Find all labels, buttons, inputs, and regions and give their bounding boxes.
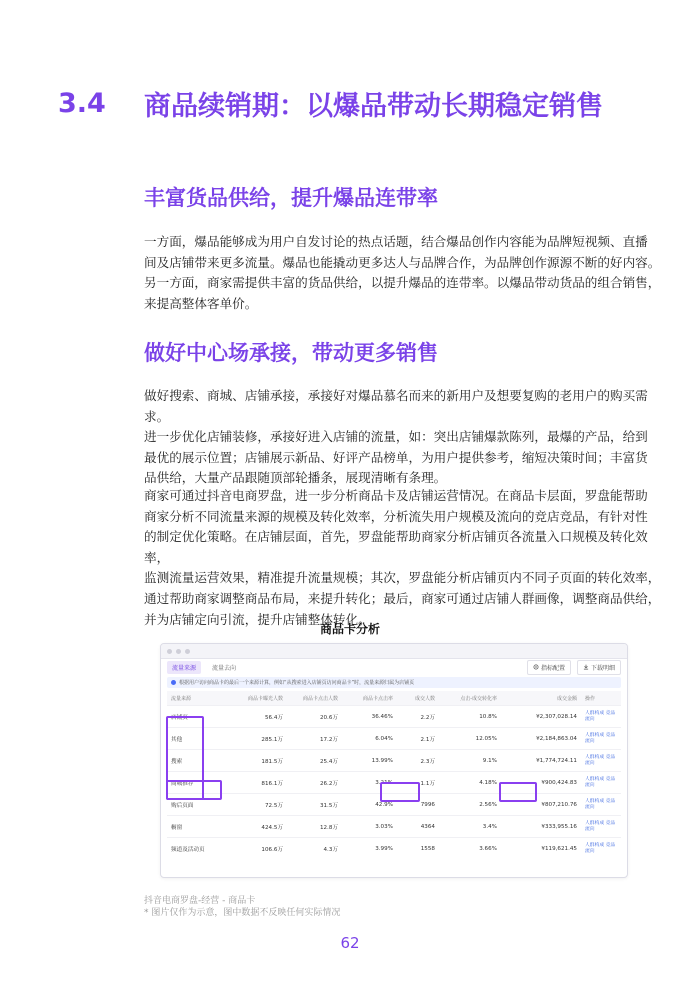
row-action-link[interactable]: 人群构成 竞品流向 [581, 772, 621, 794]
text-line: 间及店铺带来更多流量。爆品也能撬动更多达人与品牌合作，为品牌创作源源不断的好内容。 [144, 254, 661, 270]
cell-gmv: ¥119,621.45 [501, 838, 581, 860]
cell-gmv: ¥2,184,863.04 [501, 728, 581, 750]
highlight-ctr [380, 782, 420, 802]
tab-traffic-destination[interactable]: 流量去向 [212, 664, 237, 672]
row-action-link[interactable]: 人群构成 竞品流向 [581, 706, 621, 728]
cell-cvr: 9.1% [439, 750, 501, 772]
cell-cvr: 12.05% [439, 728, 501, 750]
cell-exposure: 285.1万 [229, 728, 287, 750]
table-row [167, 706, 621, 728]
cell-buyers: 1558 [397, 838, 439, 860]
text-line: 并为店铺定向引流，提升店铺整体转化。 [144, 611, 371, 627]
cell-cvr: 2.56% [439, 794, 501, 816]
table-row [167, 816, 621, 838]
column-header: 操作 [581, 691, 621, 706]
text-line: 另一方面，商家需提供丰富的货品供给，以提升爆品的连带率。以爆品带动货品的组合销售， [144, 275, 661, 291]
text-line: 的制定优化策略。在店铺层面，首先，罗盘能帮助商家分析店铺页各流量入口规模及转化效率， [144, 529, 648, 565]
column-header[interactable]: 商品卡曝光人数 [229, 691, 287, 706]
row-action-link[interactable]: 人群构成 竞品流向 [581, 750, 621, 772]
window-chrome [161, 644, 627, 659]
cell-gmv: ¥900,424.83 [501, 772, 581, 794]
cell-exposure: 56.4万 [229, 706, 287, 728]
notice-text: 根据用户访问商品卡的最后一个来源计算，例如“从搜索进入店铺页访问商品卡”时，流量来源归属为店铺页 [179, 680, 415, 686]
cell-source: 购后页面 [167, 794, 229, 816]
cell-gmv: ¥2,307,028.14 [501, 706, 581, 728]
cell-clicks: 31.5万 [287, 794, 342, 816]
metric-config-label: 指标配置 [540, 664, 565, 672]
cell-buyers: 4364 [397, 816, 439, 838]
window-dot-icon [167, 649, 172, 654]
text-line: 做好搜索、商城、店铺承接，承接好对爆品慕名而来的新用户及想要复购的老用户的购买需求。 [144, 388, 648, 424]
cell-gmv: ¥333,955.16 [501, 816, 581, 838]
cell-source: 搜索 [167, 750, 229, 772]
column-header[interactable]: 点击-成交转化率 [439, 691, 501, 706]
text-line: 监测流量运营效果，精准提升流量规模；其次，罗盘能分析店铺页内不同子页面的转化效率， [144, 570, 661, 586]
text-line: 进一步优化店铺装修，承接好进入店铺的流量，如：突出店铺爆款陈列，最爆的产品，给到 [144, 429, 648, 445]
cell-clicks: 20.6万 [287, 706, 342, 728]
row-action-link[interactable]: 人群构成 竞品流向 [581, 816, 621, 838]
cell-cvr: 3.4% [439, 816, 501, 838]
cell-ctr: 3.21% [342, 772, 397, 794]
table-header-row [167, 691, 621, 706]
text-line: 商家分析不同流量来源的规模及转化效率，分析流失用户规模及流向的竞店竞品，有针对性 [144, 508, 648, 524]
cell-source: 频道及活动页 [167, 838, 229, 860]
window-dot-icon [185, 649, 190, 654]
cell-buyers: 2.1万 [397, 728, 439, 750]
cell-gmv: ¥1,774,724.11 [501, 750, 581, 772]
figure-title: 商品卡分析 [319, 622, 380, 636]
highlight-cvr [499, 782, 537, 802]
cell-exposure: 181.5万 [229, 750, 287, 772]
info-notice [167, 677, 621, 688]
section-heading-1: 丰富货品供给，提升爆品连带率 [144, 186, 438, 210]
row-action-link[interactable]: 人群构成 竞品流向 [581, 794, 621, 816]
cell-exposure: 816.1万 [229, 772, 287, 794]
chapter-number: 3.4 [58, 87, 106, 119]
section2-paragraph-2 [144, 486, 664, 630]
tabs-bar [161, 659, 627, 675]
info-icon [171, 680, 176, 685]
cell-buyers: 2.3万 [397, 750, 439, 772]
section2-paragraph-1 [144, 386, 664, 489]
cell-buyers: 1.1万 [397, 772, 439, 794]
download-detail-button[interactable] [577, 660, 621, 675]
column-header[interactable]: 成交金额 [501, 691, 581, 706]
download-detail-label: 下载明细 [590, 664, 615, 672]
cell-exposure: 424.5万 [229, 816, 287, 838]
cell-source: 橱窗 [167, 816, 229, 838]
column-header[interactable]: 商品卡点击人数 [287, 691, 342, 706]
cell-source: 其他 [167, 728, 229, 750]
cell-source: 商城推荐 [167, 772, 229, 794]
highlight-mall-recommend [166, 780, 222, 800]
cell-exposure: 72.5万 [229, 794, 287, 816]
chapter-title: 商品续销期：以爆品带动长期稳定销售 [144, 90, 603, 122]
text-line: 品供给，大量产品跟随顶部轮播条，展现清晰有条理。 [144, 470, 447, 486]
column-header[interactable]: 成交人数 [397, 691, 439, 706]
text-line: 通过帮助商家调整商品布局，来提升转化；最后，商家可通过店铺人群画像，调整商品供给， [144, 590, 661, 606]
table-row [167, 750, 621, 772]
text-line: 来提高整体客单价。 [144, 295, 258, 311]
cell-ctr: 42.9% [342, 794, 397, 816]
table-row [167, 728, 621, 750]
cell-ctr: 3.99% [342, 838, 397, 860]
product-card-analysis-panel [160, 643, 628, 878]
row-action-link[interactable]: 人群构成 竞品流向 [581, 838, 621, 860]
cell-buyers: 2.2万 [397, 706, 439, 728]
traffic-source-table [167, 691, 621, 859]
figure-disclaimer: * 图片仅作为示意，图中数据不反映任何实际情况 [144, 908, 341, 918]
cell-clicks: 25.4万 [287, 750, 342, 772]
cell-ctr: 36.46% [342, 706, 397, 728]
window-dot-icon [176, 649, 181, 654]
column-header: 流量来源 [167, 691, 229, 706]
section-heading-2: 做好中心场承接，带动更多销售 [144, 341, 438, 365]
cell-clicks: 17.2万 [287, 728, 342, 750]
cell-clicks: 4.3万 [287, 838, 342, 860]
text-line: 一方面，爆品能够成为用户自发讨论的热点话题，结合爆品创作内容能为品牌短视频、直播 [144, 234, 648, 249]
gear-icon [533, 664, 539, 670]
section1-paragraph [144, 232, 664, 314]
cell-gmv: ¥807,210.76 [501, 794, 581, 816]
metric-config-button[interactable] [527, 660, 571, 675]
column-header[interactable]: 商品卡点击率 [342, 691, 397, 706]
cell-clicks: 26.2万 [287, 772, 342, 794]
page-number: 62 [340, 934, 360, 952]
text-line: 商家可通过抖音电商罗盘，进一步分析商品卡及店铺运营情况。在商品卡层面，罗盘能帮助 [144, 488, 648, 503]
download-icon [583, 664, 589, 670]
cell-cvr: 10.8% [439, 706, 501, 728]
cell-exposure: 106.6万 [229, 838, 287, 860]
cell-buyers: 7996 [397, 794, 439, 816]
cell-clicks: 12.8万 [287, 816, 342, 838]
cell-ctr: 13.99% [342, 750, 397, 772]
figure-caption: 抖音电商罗盘-经营 - 商品卡 [144, 896, 256, 906]
cell-ctr: 6.04% [342, 728, 397, 750]
cell-cvr: 4.18% [439, 772, 501, 794]
chapter-heading [58, 80, 660, 126]
table-row [167, 838, 621, 860]
row-action-link[interactable]: 人群构成 竞品流向 [581, 728, 621, 750]
cell-cvr: 3.66% [439, 838, 501, 860]
cell-source: 店铺页 [167, 706, 229, 728]
tab-traffic-source[interactable]: 流量来源 [167, 661, 201, 674]
text-line: 最优的展示位置；店铺展示新品、好评产品榜单，为用户提供参考，缩短决策时间；丰富货 [144, 449, 648, 465]
cell-ctr: 3.03% [342, 816, 397, 838]
